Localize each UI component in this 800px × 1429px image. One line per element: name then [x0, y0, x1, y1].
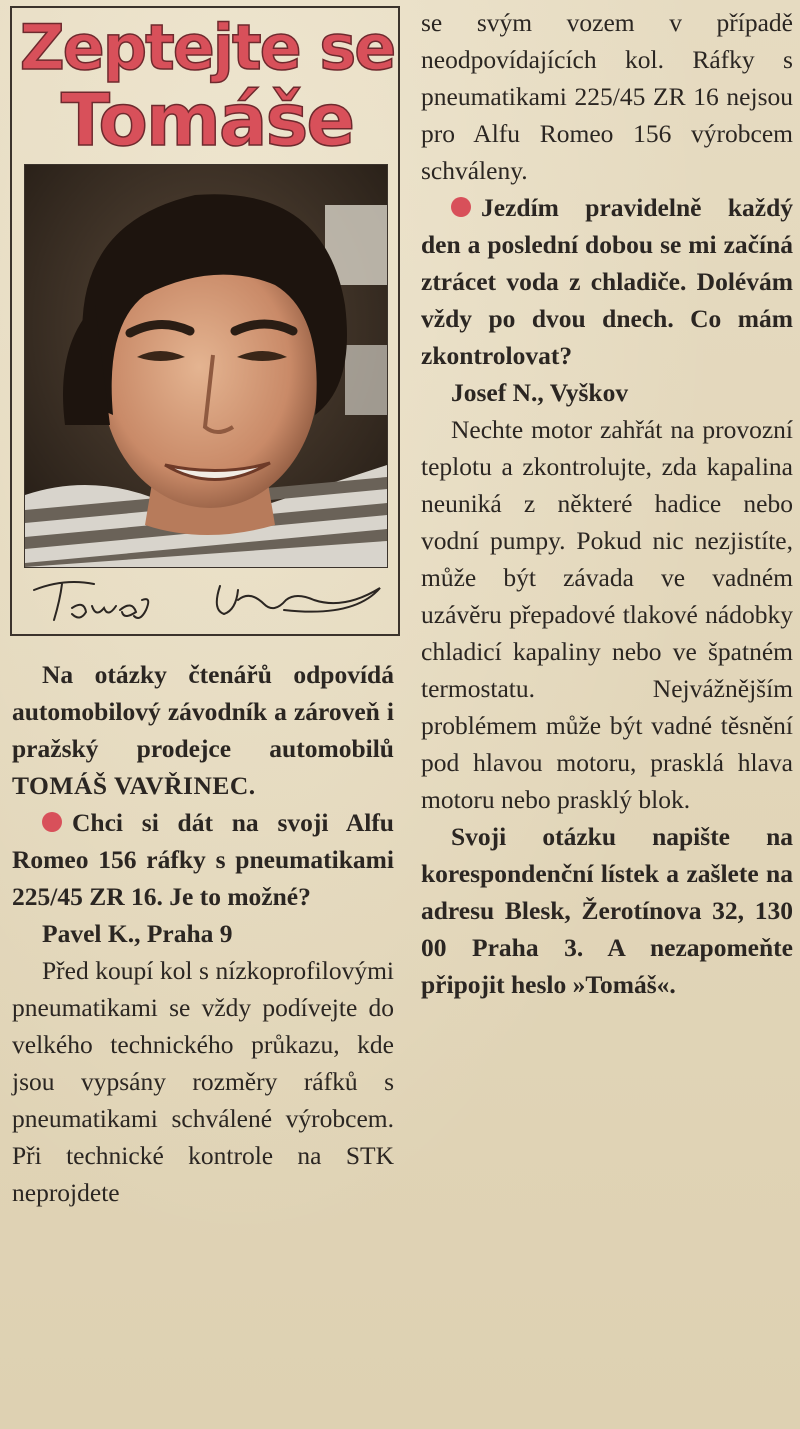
closing-paragraph: Svoji otázku napište na korespondenční lístek a zašlete na adresu Blesk, Žerotínova 32, 130 00 Praha 3. A nezapomeňte připojit heslo »Tomáš«. — [421, 822, 793, 999]
headline-line-1: Zeptejte se — [19, 11, 395, 84]
intro-paragraph — [12, 656, 394, 804]
bullet-icon — [42, 812, 62, 832]
portrait-photo — [24, 164, 388, 568]
signature — [24, 570, 388, 630]
question-2-author: Josef N., Vyškov — [451, 378, 629, 407]
headline-line-2: Tomáše — [60, 78, 354, 162]
question-2 — [421, 189, 793, 374]
question-1-author: Pavel K., Praha 9 — [42, 919, 233, 948]
question-2-text: Jezdím pravidelně každý den a poslední dobou se mi začíná ztrácet voda z chladiče. Dolévám vždy po dvou dnech. Co mám zkontrolovat? — [421, 193, 793, 370]
handwritten-signature — [24, 570, 388, 630]
answer-1-part-1: Před koupí kol s nízkoprofilovými pneumatikami se vždy podívejte do velkého technického průkazu, kde jsou vypsány rozměry ráfků s pneumatikami schválené výrobcem. Při technické kontrole na STK neprojdete — [12, 956, 394, 1207]
left-column — [12, 656, 394, 1211]
answer-1-part-2: se svým vozem v případě neodpovídajících kol. Ráfky s pneumatikami 225/45 ZR 16 nejsou pro Alfu Romeo 156 výrobcem schváleny. — [421, 8, 793, 185]
intro-name: TOMÁŠ VAVŘINEC. — [12, 771, 256, 800]
column-header-box — [10, 6, 400, 636]
portrait-illustration — [25, 165, 387, 567]
bullet-icon — [451, 197, 471, 217]
right-column — [421, 4, 793, 1003]
question-1 — [12, 804, 394, 915]
question-1-text: Chci si dát na svoji Alfu Romeo 156 ráfky s pneumatikami 225/45 ZR 16. Je to možné? — [12, 808, 394, 911]
answer-2: Nechte motor zahřát na provozní teplotu a zkontrolujte, zda kapalina neuniká z některé hadice nebo vodní pumpy. Pokud nic nezjistíte, může být závada ve vadném uzávěru přepadové tlakové nádobky chladicí kapaliny nebo ve špatném termostatu. Nejvážnějším problémem může být vadné těsnění pod hlavou motoru, prasklá hlava motoru nebo prasklý blok. — [421, 415, 793, 814]
intro-text: Na otázky čtenářů odpovídá automobilový závodník a zároveň i pražský prodejce automobilů — [12, 660, 394, 763]
